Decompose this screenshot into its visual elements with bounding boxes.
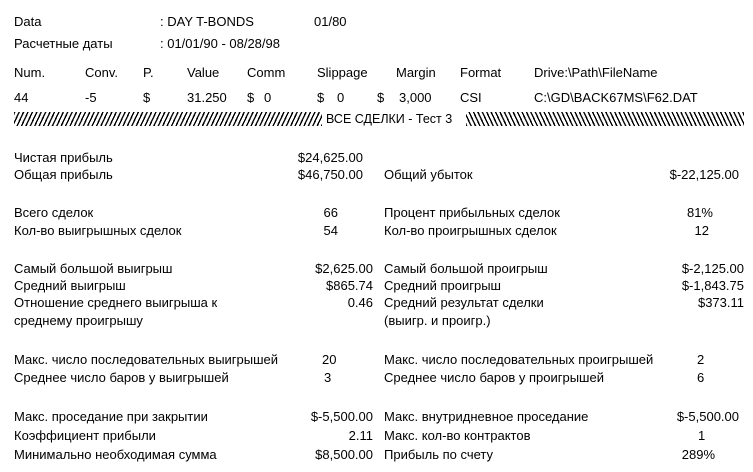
net-profit-value: $24,625.00 [297,150,363,165]
avg-bars-loss-label: Среднее число баров у проигрышей [384,370,604,385]
data-value: : DAY T-BONDS [160,14,254,29]
max-consec-win-value: 20 [322,352,337,367]
row-margin-currency: $ [377,90,385,105]
data-code: 01/80 [314,14,347,29]
avg-bars-win-value: 3 [324,370,332,385]
gross-profit-label: Общая прибыль [14,167,113,182]
avg-trade-value: $373.11 [697,295,744,310]
net-profit-label: Чистая прибыль [14,150,113,165]
col-slippage: Slippage [317,65,368,80]
row-slippage-currency: $ [317,90,325,105]
col-conv: Conv. [85,65,118,80]
max-contracts-label: Макс. кол-во контрактов [384,428,531,443]
min-capital-value: $8,500.00 [315,447,373,462]
avg-bars-loss-value: 6 [697,370,705,385]
row-path: C:\GD\BACK67MS\F62.DAT [534,90,698,105]
col-num: Num. [14,65,46,80]
dates-value: : 01/01/90 - 08/28/98 [160,36,280,51]
ratio-label-line2: среднему проигрышу [14,313,143,328]
max-dd-intraday-label: Макс. внутридневное проседание [384,409,589,424]
max-contracts-value: 1 [698,428,706,443]
avg-loss-value: $-1,843.75 [681,278,744,293]
gross-profit-value: $46,750.00 [297,167,363,182]
col-path: Drive:\Path\FileName [534,65,658,80]
gross-loss-value: $-22,125.00 [669,167,739,182]
row-margin: 3,000 [399,90,432,105]
avg-bars-win-label: Среднее число баров у выигрышей [14,370,229,385]
ratio-label-line1: Отношение среднего выигрыша к [14,295,218,310]
max-consec-loss-value: 2 [697,352,705,367]
min-capital-label: Минимально необходимая сумма [14,447,217,462]
section-rule [14,110,744,130]
row-p: $ [143,90,151,105]
largest-win-value: $2,625.00 [315,261,373,276]
avg-trade-label-line1: Средний результат сделки [384,295,544,310]
col-format: Format [460,65,502,80]
dates-label: Расчетные даты [14,36,113,51]
section-title: ВСЕ СДЕЛКИ - Тест 3 [326,112,453,126]
avg-win-value: $865.74 [326,278,373,293]
profit-factor-value: 2.11 [348,428,373,443]
avg-loss-label: Средний проигрыш [384,278,501,293]
largest-loss-label: Самый большой проигрыш [384,261,548,276]
row-value: 31.250 [187,90,227,105]
col-p: P. [143,65,154,80]
max-dd-close-label: Макс. проседание при закрытии [14,409,208,424]
max-consec-loss-label: Макс. число последовательных проигрышей [384,352,654,367]
max-dd-close-value: $-5,500.00 [310,409,373,424]
row-slippage: 0 [337,90,345,105]
max-consec-win-label: Макс. число последовательных выигрышей [14,352,279,367]
winning-trades-value: 54 [323,223,338,238]
row-num: 44 [14,90,29,105]
data-label: Data [14,14,42,29]
rule-hatch-right [466,112,744,126]
largest-loss-value: $-2,125.00 [681,261,744,276]
row-comm-currency: $ [247,90,255,105]
profit-factor-label: Коэффициент прибыли [14,428,156,443]
row-format: CSI [460,90,482,105]
gross-loss-label: Общий убыток [384,167,473,182]
rule-hatch-left [14,112,322,126]
return-value: 289% [681,447,715,462]
pct-profitable-label: Процент прибыльных сделок [384,205,560,220]
largest-win-label: Самый большой выигрыш [14,261,173,276]
winning-trades-label: Кол-во выигрышных сделок [14,223,182,238]
avg-win-label: Средний выигрыш [14,278,126,293]
row-conv: -5 [85,90,97,105]
col-margin: Margin [396,65,436,80]
pct-profitable-value: 81% [686,205,713,220]
return-label: Прибыль по счету [384,447,494,462]
col-value: Value [187,65,220,80]
total-trades-value: 66 [323,205,338,220]
max-dd-intraday-value: $-5,500.00 [676,409,739,424]
avg-trade-label-line2: (выигр. и проигр.) [384,313,491,328]
ratio-value: 0.46 [347,295,373,310]
losing-trades-value: 12 [694,223,709,238]
row-comm: 0 [264,90,272,105]
losing-trades-label: Кол-во проигрышных сделок [384,223,557,238]
col-comm: Comm [247,65,286,80]
total-trades-label: Всего сделок [14,205,94,220]
